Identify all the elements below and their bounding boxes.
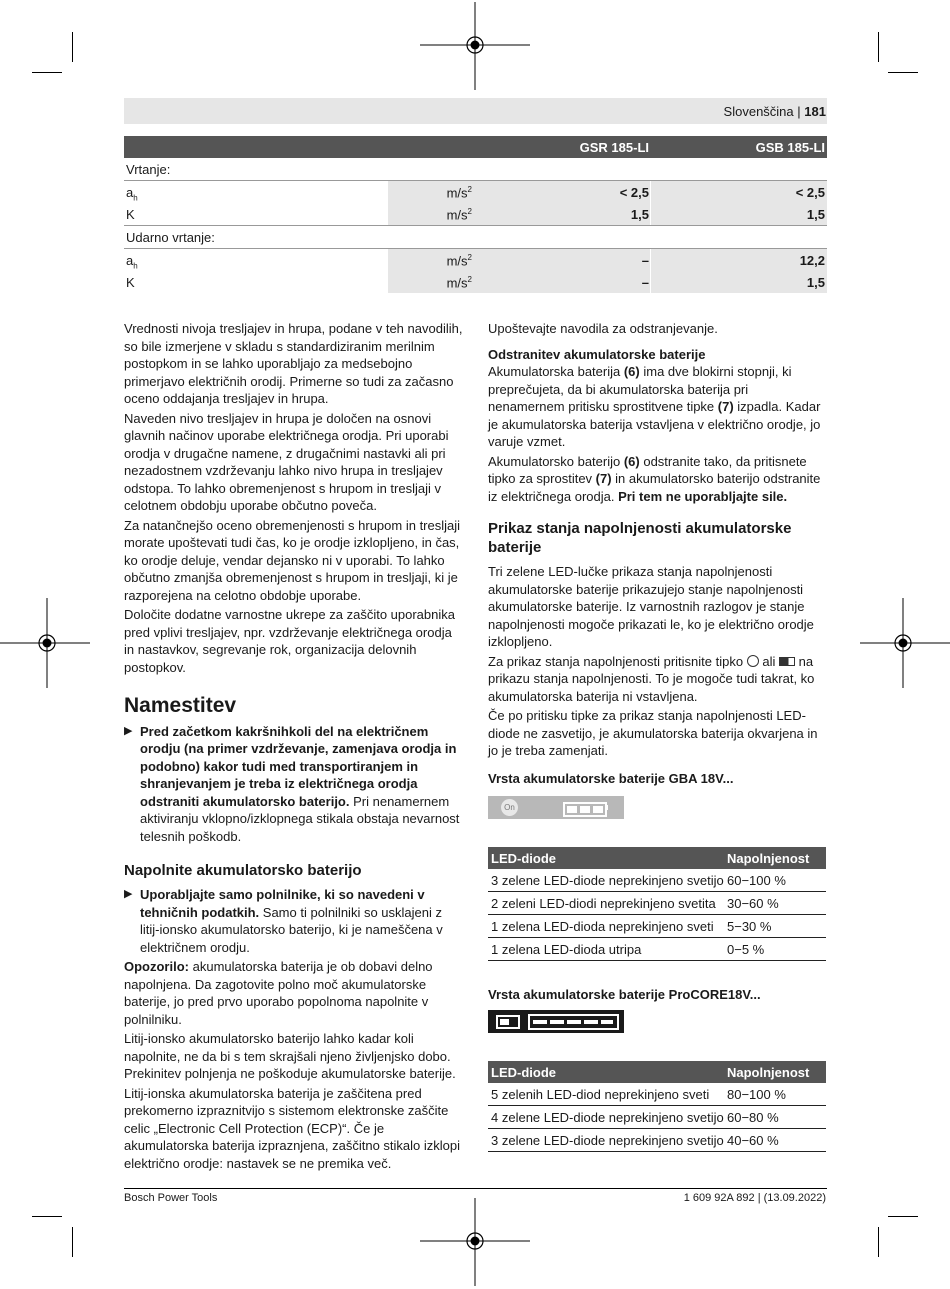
row-value-gsr: < 2,5	[619, 185, 649, 200]
header-separator: |	[797, 104, 801, 119]
row-value-gsr: –	[641, 275, 649, 290]
row-label: K	[126, 207, 135, 222]
crop-mark	[888, 72, 918, 73]
table-row: 4 zelene LED-diode neprekinjeno svetijo 60−80 %	[488, 1106, 826, 1129]
battery-icon	[496, 1015, 520, 1029]
section-drilling-label: Vrtanje:	[126, 162, 171, 177]
table-header-row: LED-diode Napolnjenost	[488, 847, 826, 869]
row-label: $a_h$	[126, 253, 138, 271]
right-column	[488, 320, 828, 787]
section-label-row	[124, 225, 827, 249]
paragraph: Če po pritisku tipke za prikaz stanja napolnjenosti LED-diode ne zasvetijo, je akumulatorska baterija okvarjena in jo je treba zamenjati.	[488, 708, 818, 758]
row-unit: $m/s^2$	[446, 253, 472, 269]
crop-mark	[878, 32, 879, 62]
row-label: K	[126, 275, 135, 290]
row-value-gsb: 1,5	[806, 207, 825, 222]
table-row	[124, 271, 827, 293]
header-language: Slovenščina	[723, 104, 794, 119]
paragraph: Vrednosti nivoja tresljajev in hrupa, podane v teh navodilih, so bile izmerjene v skladu s standardiziranim merilnim postopkom in se lahko uporabljajo za medsebojno primerjavo električnih orodij. Primerne so tudi za začasno oceno oddajanja tresljajev in hrupa.	[124, 321, 463, 406]
section-heading-namestitev: Namestitev	[124, 694, 237, 717]
row-unit: $m/s^2$	[446, 207, 472, 223]
registration-mark-top	[420, 2, 530, 92]
paragraph: Tri zelene LED-lučke prikaza stanja napolnjenosti akumulatorske baterije prikazujejo stanje napolnjenosti akumulatorske baterije. Iz varnostnih razlogov je stanje napolnjenosti mogoče prikazati le, ko je električno orodje izklopljeno.	[488, 564, 814, 649]
table-row: 5 zelenih LED-diod neprekinjeno sveti 80−100 %	[488, 1083, 826, 1106]
section-heading-charge-indicator: Prikaz stanja napolnjenosti akumulatorske baterije	[488, 520, 792, 556]
on-button-icon: On	[501, 799, 518, 816]
paragraph: Opozorilo: akumulatorska baterija je ob dobavi delno napolnjena. Da zagotovite polno moč akumulatorske baterije, jo pred prvo uporabo popolnoma napolnite v polnilniku.	[124, 959, 433, 1027]
battery-level-bar-icon	[528, 1014, 619, 1030]
table-row: 2 zeleni LED-diodi neprekinjeno svetita 30−60 %	[488, 892, 826, 915]
paragraph: Litij-ionsko akumulatorsko baterijo lahko kadar koli napolnite, ne da bi s tem skrajšali njeno življenjsko dobo. Prekinitev polnjenja ne poškoduje akumulatorske baterije.	[124, 1031, 456, 1081]
table-row: 3 zelene LED-diode neprekinjeno svetijo 40−60 %	[488, 1129, 826, 1152]
table-row: 1 zelena LED-dioda utripa 0−5 %	[488, 938, 826, 961]
crop-mark	[32, 1216, 62, 1217]
battery-check-icon	[747, 655, 759, 667]
subheading-gba-battery: Vrsta akumulatorske baterije GBA 18V...	[488, 770, 734, 786]
header-bar	[124, 98, 827, 124]
table-row	[124, 203, 827, 225]
footer-document-id: 1 609 92A 892 | (13.09.2022)	[683, 1192, 826, 1204]
row-value-gsb: 12,2	[799, 253, 825, 268]
paragraph: Za natančnejšo oceno obremenjenosti s hrupom in tresljaji morate upoštevati tudi čas, ko je orodje izklopljeno, in čas, ko orodje deluje, vendar dejansko ni v uporabi. To lahko občutno zmanjša obremenjenost s hrupom in tresljaji, ki je razporejena na celotno obdobje uporabe.	[124, 517, 461, 603]
subheading-remove-battery: Odstranitev akumulatorske baterije	[488, 346, 706, 362]
table-row: 1 zelena LED-dioda neprekinjeno sveti 5−30 %	[488, 915, 826, 938]
vibration-spec-table	[124, 136, 827, 293]
procore-charge-indicator-graphic	[488, 1010, 624, 1033]
paragraph: Za prikaz stanja napolnjenosti pritisnite tipko ali na prikazu stanja napolnjenosti. To je mogoče tudi takrat, ko akumulatorska baterija ni vstavljena.	[488, 653, 815, 704]
row-value-gsb: < 2,5	[795, 185, 825, 200]
row-value-gsr: –	[641, 253, 649, 268]
subheading-procore-battery: Vrsta akumulatorske baterije ProCORE18V...	[488, 987, 761, 1002]
registration-mark-left	[0, 598, 90, 688]
section-label-row	[124, 158, 827, 181]
warning-bullet: ▶ Uporabljajte samo polnilnike, ki so navedeni v tehničnih podatkih. Samo ti polnilniki so usklajeni z litij-ionsko akumulatorsko baterijo, ki je nameščena v električnem orodju.	[124, 887, 443, 955]
triangle-right-icon: ▶	[124, 724, 133, 737]
section-impact-drilling-label: Udarno vrtanje:	[126, 230, 215, 245]
table-row	[124, 181, 827, 203]
table-row	[124, 249, 827, 271]
row-value-gsb: 1,5	[806, 275, 825, 290]
row-unit: $m/s^2$	[446, 185, 472, 201]
led-table-procore	[488, 1061, 826, 1152]
paragraph: Naveden nivo tresljajev in hrupa je določen na osnovi glavnih načinov uporabe električnega orodja. Pri uporabi orodja v drugačne namene, z drugačnimi nastavki ali pri nezadostnem vzdrževanju lahko nivo hrupa in tresljajev odstopa. To lahko obremenjenost s hrupom in tresljaji v celotnem obdobju uporabe občutno poveča.	[124, 410, 449, 513]
crop-mark	[72, 32, 73, 62]
table-header-row	[124, 136, 827, 158]
column-gsr: GSR 185-LI	[579, 140, 649, 155]
paragraph: Akumulatorsko baterijo (6) odstranite tako, da pritisnete tipko za sprostitev (7) in akumulatorsko baterijo odstranite iz električnega orodja. Pri tem ne uporabljajte sile.	[488, 453, 821, 504]
paragraph: Litij-ionska akumulatorska baterija je zaščitena pred prekomerno izpraznitvijo s sistemom elektronske zaščite celic „Electronic Cell Protection (ECP)“. Če je akumulatorska baterija izpraznjena, zaščitno stikalo izklopi električno orodje: nastavek se ne premika več.	[124, 1085, 460, 1171]
column-gsb: GSB 185-LI	[755, 140, 825, 155]
footer-publisher: Bosch Power Tools	[124, 1192, 218, 1204]
crop-mark	[72, 1227, 73, 1257]
page-header	[724, 104, 826, 119]
crop-mark	[32, 72, 62, 73]
battery-gauge-icon	[779, 657, 795, 666]
table-header-row: LED-diode Napolnjenost	[488, 1061, 826, 1083]
warning-bullet: ▶ Pred začetkom kakršnihkoli del na električnem orodju (na primer vzdrževanje, zamenjava orodja in podobno) kakor tudi med transportiranjem in shranjevanjem je treba iz električnega orodja odstraniti akumulatorsko baterijo. Pri nenamernem aktiviranju vklopno/izklopnega stikala obstaja nevarnost telesnih poškodb.	[124, 723, 460, 844]
row-value-gsr: 1,5	[630, 207, 649, 222]
triangle-right-icon: ▶	[124, 888, 133, 900]
left-column	[124, 320, 464, 1174]
led-table-gba	[488, 847, 826, 961]
crop-mark	[878, 1227, 879, 1257]
battery-level-icon	[563, 802, 607, 817]
section-heading-charge-battery: Napolnite akumulatorsko baterijo	[124, 862, 362, 879]
gba-charge-indicator-graphic	[488, 796, 624, 819]
crop-mark	[888, 1216, 918, 1217]
paragraph: Akumulatorska baterija (6) ima dve blokirni stopnji, ki preprečujeta, da bi akumulatorska baterija pri nenamernem pritisku sprostitvene tipke (7) izpadla. Kadar je akumulatorska baterija vstavljena v električno orodje, jo varuje vzmet.	[488, 364, 821, 449]
row-label: $a_h$	[126, 185, 138, 203]
paragraph: Določite dodatne varnostne ukrepe za zaščito uporabnika pred vplivi tresljajev, npr. vzdrževanje električnega orodja in nastavkov, segrevanje rok, organizacija delovnih postopkov.	[124, 607, 455, 675]
footer-rule	[124, 1188, 827, 1189]
row-unit: $m/s^2$	[446, 275, 472, 291]
registration-mark-right	[860, 598, 950, 688]
page-number: 181	[804, 104, 826, 119]
paragraph: Upoštevajte navodila za odstranjevanje.	[488, 321, 718, 336]
table-row: 3 zelene LED-diode neprekinjeno svetijo 60−100 %	[488, 869, 826, 892]
registration-mark-bottom	[420, 1198, 530, 1288]
